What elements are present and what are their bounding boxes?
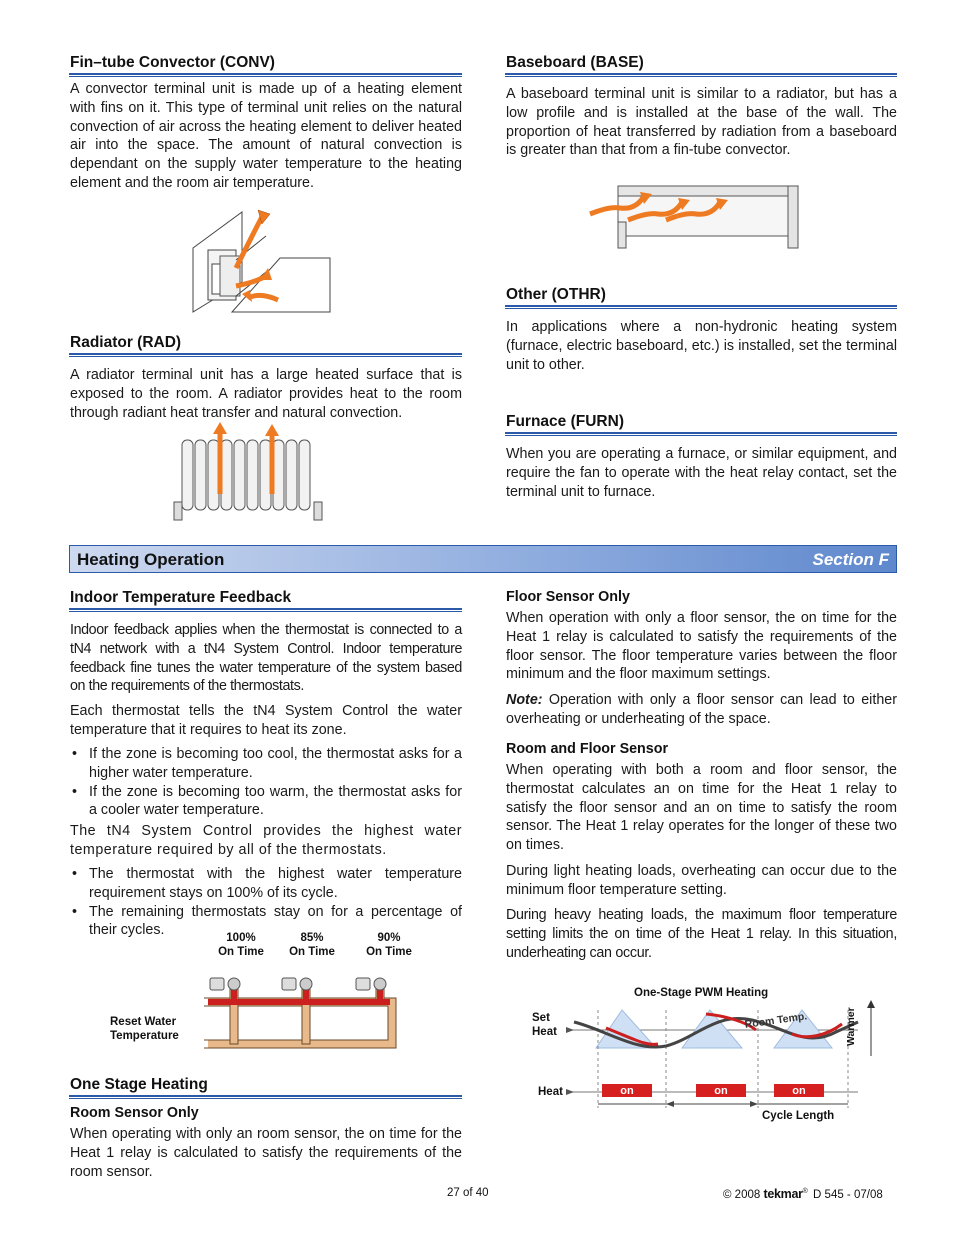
conv-heading: Fin–tube Convector (CONV): [70, 54, 275, 71]
page-number: 27 of 40: [447, 1187, 489, 1199]
reset-line-2: Temperature: [110, 1030, 179, 1042]
one-stage-heading: One Stage Heating: [70, 1076, 208, 1093]
brand-logo: tekmar: [763, 1187, 803, 1201]
section-title: Heating Operation: [77, 550, 225, 569]
pwm-room-temp: Room Temp.: [744, 1010, 808, 1031]
room-sensor-heading: Room Sensor Only: [70, 1105, 199, 1121]
furn-heading: Furnace (FURN): [506, 413, 624, 430]
feedback-bullets-2: [70, 865, 462, 940]
set-label: Set: [532, 1012, 550, 1024]
one-stage-rule: [69, 1095, 462, 1099]
note-label: Note:: [506, 692, 543, 708]
doc-number: D 545 - 07/08: [813, 1189, 883, 1201]
base-text: A baseboard terminal unit is similar to a radiator, but has a low profile and is installed at the base of the wall. The proportion of heat transferred by radiation from a baseboard is greater than that from a fin-tube convector.: [506, 86, 897, 159]
base-rule: [505, 73, 897, 77]
pwm-heat-label: Heat: [538, 1086, 563, 1098]
feedback-p2: Each thermostat tells the tN4 System Control the water temperature that it requires to heat its zone.: [70, 703, 462, 738]
baseboard-illustration: [584, 182, 802, 256]
pwm-warmer: Warmer: [845, 1007, 857, 1046]
room-floor-heading: Room and Floor Sensor: [506, 741, 669, 757]
zone-ontime: On Time: [366, 946, 412, 958]
zone-ontime: On Time: [289, 946, 335, 958]
zone-1-label: [208, 931, 274, 959]
room-sensor-text: When operating with only an room sensor, the on time for the Heat 1 relay is calculated to satisfy the requirements of the room sensor.: [70, 1126, 462, 1180]
zone-pct: 85%: [300, 932, 324, 944]
zone-3-label: [356, 931, 422, 959]
conv-rule: [69, 73, 462, 77]
rad-heading: Radiator (RAD): [70, 334, 182, 351]
room-floor-p2: During light heating loads, overheating can occur due to the minimum floor temperature setting.: [506, 863, 897, 898]
floor-note: [506, 691, 897, 729]
othr-heading: Other (OTHR): [506, 286, 606, 303]
section-label: Section F: [812, 550, 889, 569]
registered-mark: ®: [802, 1188, 808, 1196]
footer-right: [723, 1187, 883, 1201]
othr-rule: [505, 305, 897, 309]
base-heading: Baseboard (BASE): [506, 54, 644, 71]
feedback-bullets-1: [70, 745, 462, 820]
floor-text: When operation with only a floor sensor, the on time for the Heat 1 relay is calculated to satisfy the requirements of the floor sensor. The floor temperature varies between the floor minimum and the floor maximum settings.: [506, 610, 897, 683]
zone-pct: 90%: [377, 932, 401, 944]
zone-pct: 100%: [226, 932, 256, 944]
room-floor-p1: When operating with both a room and floor sensor, the thermostat calculates an on time for the Heat 1 relay to satisfy the floor sensor and an on time to satisfy the room sensor. The Heat 1 relay operates for the longer of these two on times.: [506, 762, 897, 854]
othr-text: In applications where a non-hydronic heating system (furnace, electric baseboard, etc.) is installed, set the terminal unit to other.: [506, 319, 897, 373]
warmer-arrow-icon: [866, 1000, 876, 1060]
floor-heading: Floor Sensor Only: [506, 589, 630, 605]
heat-label-top: Heat: [532, 1026, 557, 1038]
rad-text: A radiator terminal unit has a large heated surface that is exposed to the room. A radiator provides heat to the room through radiant heat transfer and natural convection.: [70, 367, 462, 421]
conv-text: A convector terminal unit is made up of a heating element with fins on it. This type of terminal unit relies on the natural convection of air across the heating element to deliver heated air into the space. The amount of natural convection is dependant on the supply water temperature to the heating element and the room air temperature.: [70, 81, 462, 191]
reset-water-label: [110, 1015, 179, 1043]
bullet-item: • The thermostat with the highest water temperature requirement stays on 100% of its cycle.: [70, 865, 462, 903]
feedback-p3: The tN4 System Control provides the highest water temperature required by all of the thermostats.: [70, 823, 462, 858]
convector-illustration: [190, 208, 332, 316]
pwm-set-heat: [532, 1011, 557, 1039]
bullet-item: • If the zone is becoming too warm, the thermostat asks for a cooler water temperature.: [70, 783, 462, 821]
pwm-title: One-Stage PWM Heating: [634, 987, 769, 999]
pwm-on-3: on: [792, 1085, 806, 1097]
zone-ontime: On Time: [218, 946, 264, 958]
zone-piping-diagram: [200, 964, 410, 1052]
zone-2-label: [279, 931, 345, 959]
rad-rule: [69, 353, 462, 357]
pwm-on-2: on: [714, 1085, 728, 1097]
feedback-p1: Indoor feedback applies when the thermostat is connected to a tN4 network with a tN4 System Control. Indoor temperature feedback fine tunes the water temperature of the system based on the requirements of the thermostats.: [70, 622, 462, 695]
section-band: [69, 545, 897, 573]
bullet-item: • The remaining thermostats stay on for a percentage of their cycles.: [70, 903, 462, 941]
bullet-item: • If the zone is becoming too cool, the thermostat asks for a higher water temperature.: [70, 745, 462, 783]
pwm-cycle-length: Cycle Length: [762, 1110, 835, 1122]
pwm-chart: [566, 1000, 862, 1128]
furn-rule: [505, 432, 897, 436]
feedback-heading: Indoor Temperature Feedback: [70, 589, 292, 606]
copyright: © 2008: [723, 1189, 761, 1201]
reset-line-1: Reset Water: [110, 1016, 177, 1028]
room-floor-p3: During heavy heating loads, the maximum floor temperature setting limits the on time of the Heat 1 relay. In this situation, underheating can occur.: [506, 907, 897, 961]
pwm-on-1: on: [620, 1085, 634, 1097]
note-text: Operation with only a floor sensor can lead to either overheating or underheating of the space.: [506, 692, 897, 727]
furn-text: When you are operating a furnace, or similar equipment, and require the fan to operate with the heat relay contact, set the terminal unit to furnace.: [506, 446, 897, 500]
radiator-illustration: [168, 422, 328, 524]
feedback-rule: [69, 608, 462, 612]
